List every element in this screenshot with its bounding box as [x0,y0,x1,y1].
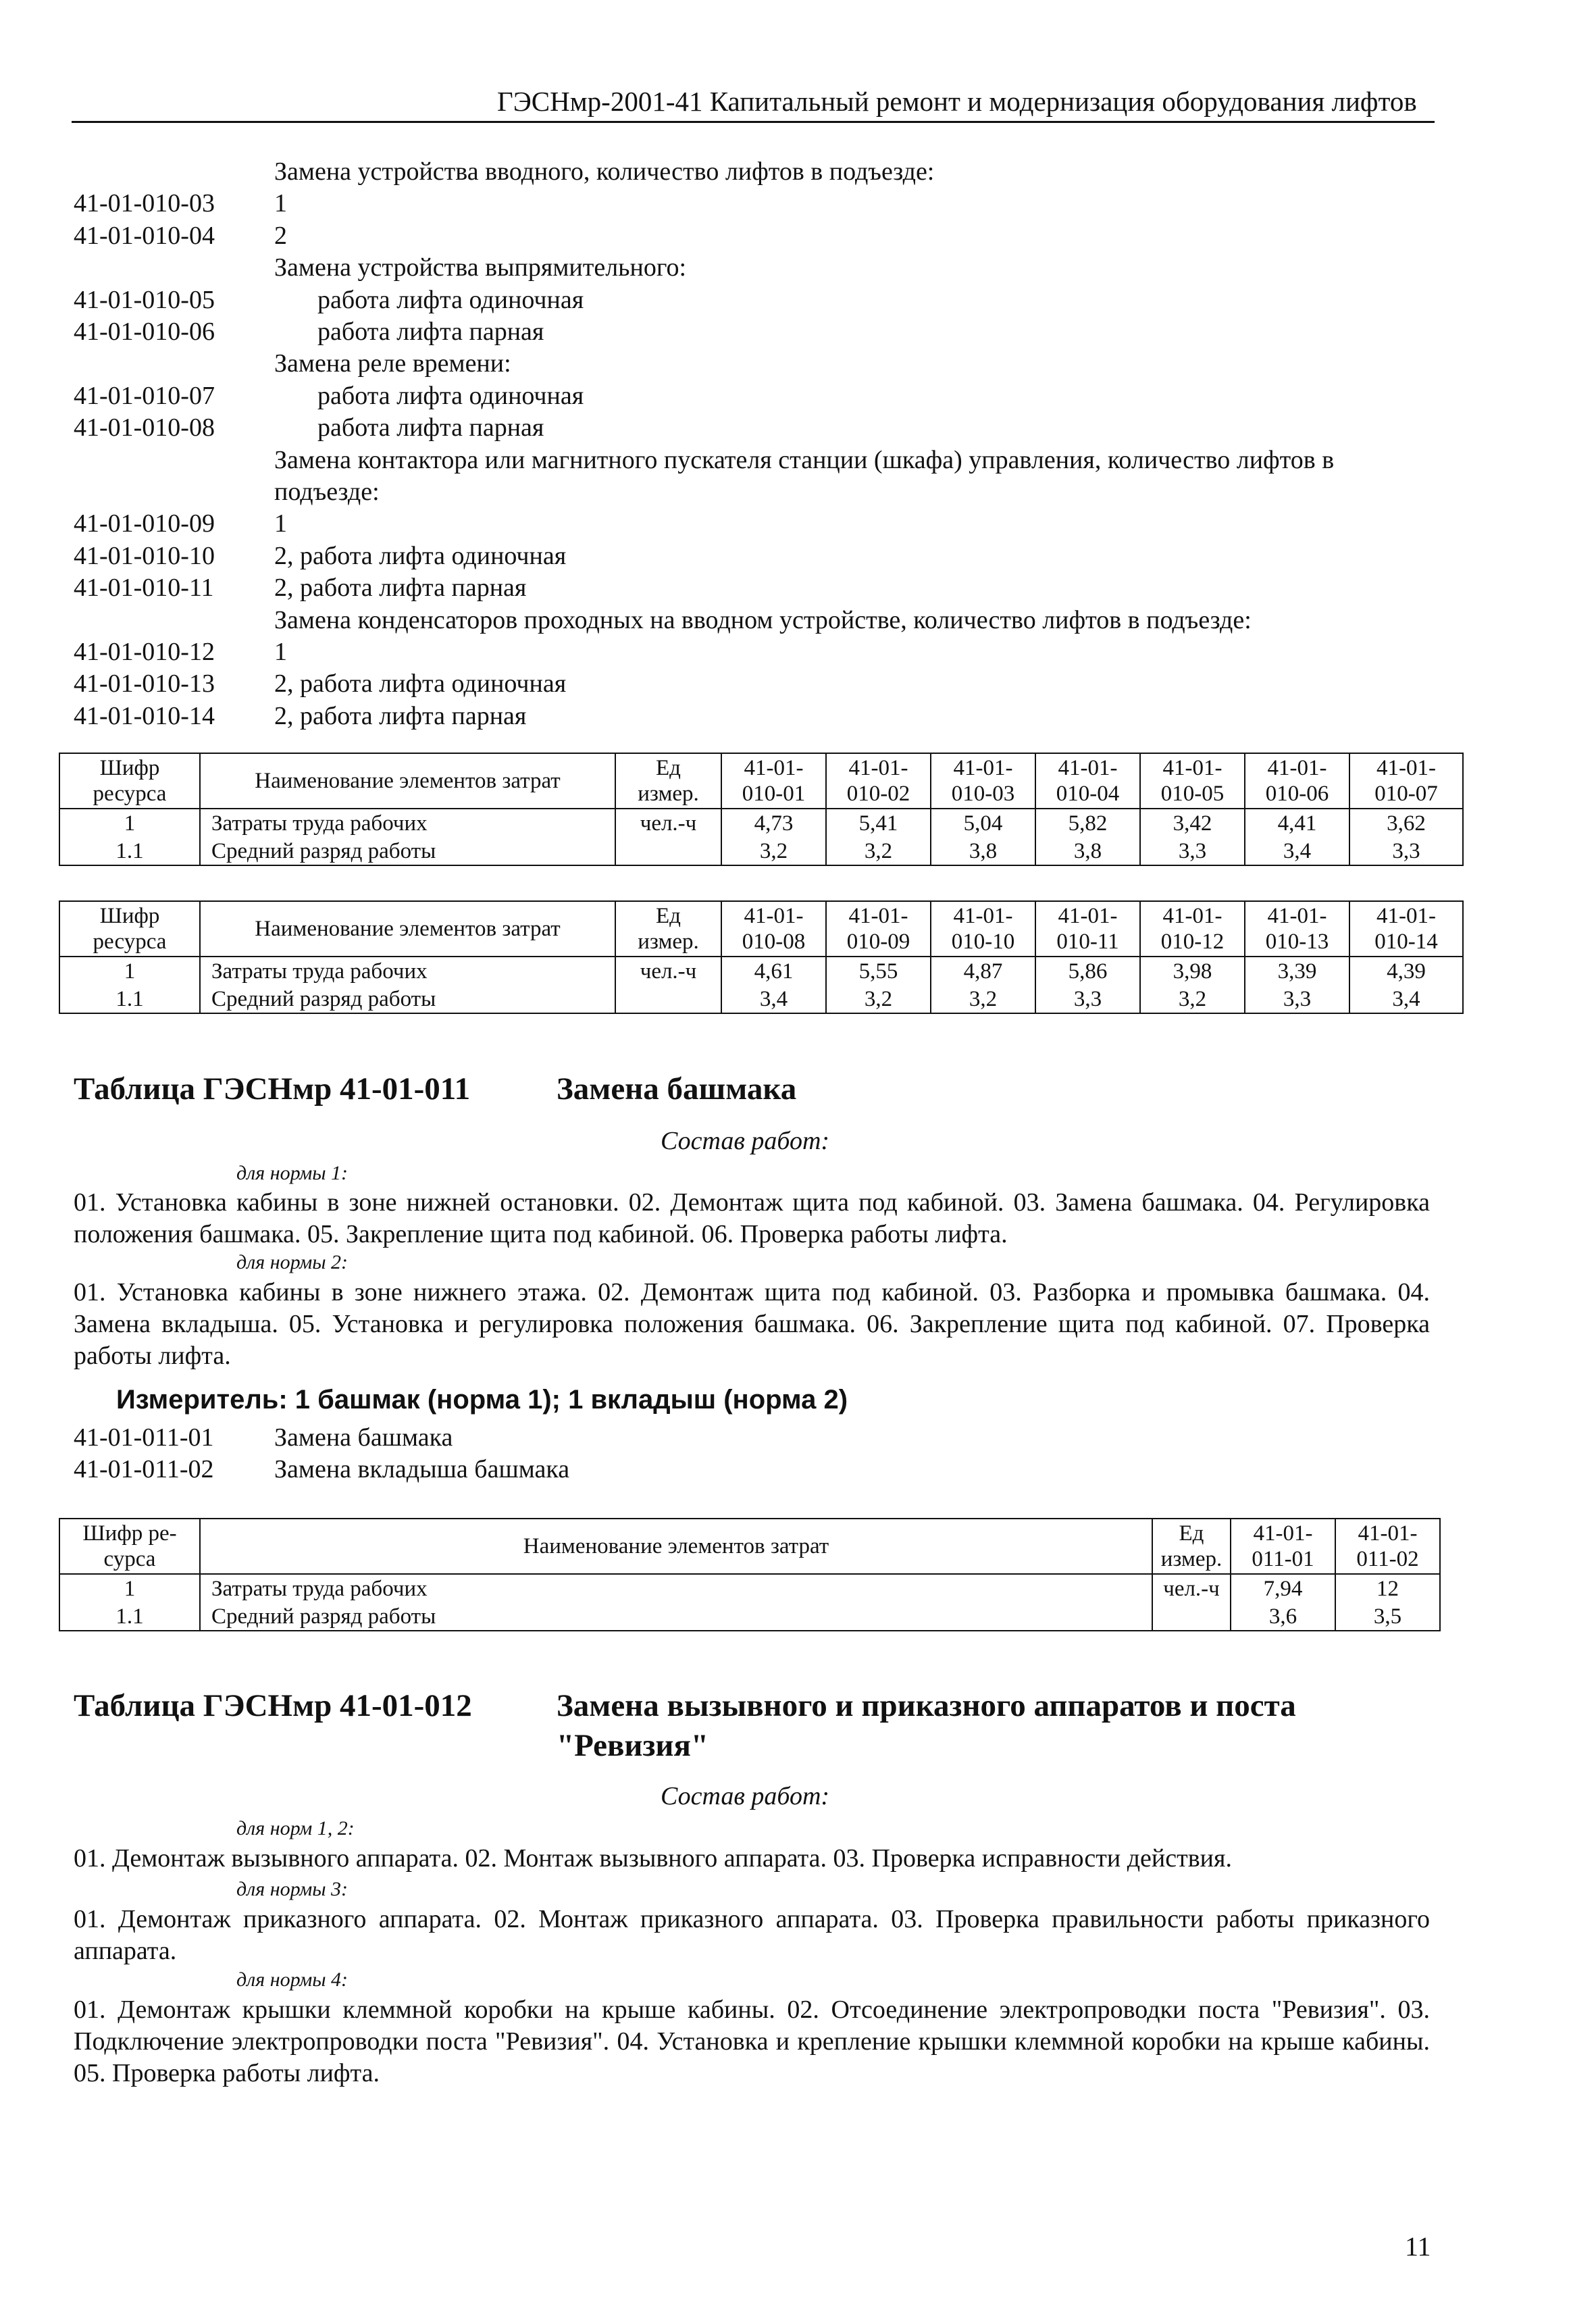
head-norm-cell: 41-01- 010-06 [1245,753,1349,809]
head-name-cell: Наименование элементов затрат [200,753,615,809]
head-code-cell: Шифр ресурса [59,753,200,809]
value-cell: 4,61 [721,957,826,985]
work-paragraph: 01. Установка кабины в зоне нижней остановки. 02. Демонтаж щита под кабиной. 03. Замена башмака. 04. Регулировка положения башмака. 05. Закрепление щита под кабиной. 06. Проверка работы лифта. [74,1188,1430,1248]
value-cell: 7,94 [1231,1574,1335,1602]
row-unit: чел.-ч [1152,1574,1231,1602]
norm-code: 41-01-010-06 [74,317,215,346]
value-cell: 12 [1335,1574,1440,1602]
norm-note: для нормы 3: [236,1878,349,1900]
norm-text: Замена вкладыша башмака [274,1455,570,1483]
head-name-cell: Наименование элементов затрат [200,1519,1152,1574]
work-paragraph: 01. Демонтаж крышки клеммной коробки на крыше кабины. 02. Отсоединение электропроводки поста "Ревизия". 03. Подключение электропроводки поста "Ревизия". 04. Установка и крепление крышки клеммной коробки на крыше кабины. 05. Проверка работы лифта. [74,1996,1430,2087]
head-norm-cell: 41-01- 010-01 [721,753,826,809]
row-unit [1152,1602,1231,1631]
head-name-cell: Наименование элементов затрат [200,901,615,957]
head-unit-cell: Ед измер. [615,753,721,809]
work-paragraph: 01. Демонтаж приказного аппарата. 02. Монтаж приказного аппарата. 03. Проверка правильности работы приказного аппарата. [74,1905,1430,1965]
head-unit-cell: Ед измер. [615,901,721,957]
work-paragraph: 01. Демонтаж вызывного аппарата. 02. Монтаж вызывного аппарата. 03. Проверка исправности действия. [74,1844,1232,1873]
row-unit [615,837,721,865]
norm-code: 41-01-010-05 [74,286,215,314]
norm-text: Замена башмака [274,1423,453,1452]
norm-group-heading: Замена конденсаторов проходных на вводном устройстве, количество лифтов в подъезде: [274,606,1252,634]
value-cell: 3,6 [1231,1602,1335,1631]
row-code: 1.1 [59,985,200,1013]
row-code: 1.1 [59,837,200,865]
value-cell: 3,2 [931,985,1035,1013]
norm-text: 1 [274,189,287,218]
value-cell: 3,42 [1140,809,1245,837]
value-cell: 3,4 [1245,837,1349,865]
norm-text: работа лифта парная [317,413,544,442]
value-cell: 4,41 [1245,809,1349,837]
row-unit: чел.-ч [615,809,721,837]
value-cell: 5,41 [826,809,931,837]
norm-code: 41-01-010-07 [74,382,215,410]
resource-table-011 [59,1518,1441,1631]
head-norm-cell: 41-01- 011-01 [1231,1519,1335,1574]
norm-group-heading: Замена устройства выпрямительного: [274,253,687,282]
row-name: Средний разряд работы [200,1602,1152,1631]
norm-code: 41-01-010-09 [74,509,215,538]
norm-code: 41-01-010-12 [74,638,215,666]
head-norm-cell: 41-01- 010-05 [1140,753,1245,809]
value-cell: 3,3 [1140,837,1245,865]
norm-text: 1 [274,509,287,538]
value-cell: 3,2 [826,837,931,865]
value-cell: 5,82 [1035,809,1140,837]
norm-group-heading: Замена контактора или магнитного пускателя станции (шкафа) управления, количество лифтов в [274,446,1335,474]
section-title-012-line2: "Ревизия" [557,1728,709,1763]
resource-table-010-b [59,900,1464,1014]
section-title-011: Замена башмака [557,1071,797,1107]
value-cell: 3,4 [1349,985,1463,1013]
norm-code: 41-01-011-01 [74,1423,214,1452]
composition-heading-011: Состав работ: [661,1127,830,1155]
head-norm-cell: 41-01- 010-14 [1349,901,1463,957]
norm-note: для норм 1, 2: [236,1817,355,1839]
resource-table-010-a [59,753,1464,866]
value-cell: 3,39 [1245,957,1349,985]
value-cell: 3,4 [721,985,826,1013]
row-unit [615,985,721,1013]
head-code-cell: Шифр ре- сурса [59,1519,200,1574]
row-code: 1.1 [59,1602,200,1631]
work-paragraph: 01. Установка кабины в зоне нижнего этажа. 02. Демонтаж щита под кабиной. 03. Разборка и промывка башмака. 04. Замена вкладыша. 05. Установка и регулировка положения башмака. 06. Закрепление щита под кабиной. 07. Проверка работы лифта. [74,1278,1430,1370]
head-norm-cell: 41-01- 010-13 [1245,901,1349,957]
norm-text: 2, работа лифта одиночная [274,669,567,698]
value-cell: 4,73 [721,809,826,837]
head-norm-cell: 41-01- 010-07 [1349,753,1463,809]
section-label-012: Таблица ГЭСНмр 41-01-012 [74,1688,472,1723]
head-norm-cell: 41-01- 010-04 [1035,753,1140,809]
head-norm-cell: 41-01- 010-11 [1035,901,1140,957]
row-name: Затраты труда рабочих [200,1574,1152,1602]
value-cell: 3,98 [1140,957,1245,985]
norm-group-heading: Замена реле времени: [274,349,511,378]
norm-code: 41-01-010-13 [74,669,215,698]
head-unit-cell: Ед измер. [1152,1519,1231,1574]
norm-code: 41-01-010-10 [74,542,215,570]
head-norm-cell: 41-01- 010-09 [826,901,931,957]
measure-line: Измеритель: 1 башмак (норма 1); 1 вкладыш (норма 2) [116,1385,848,1415]
norm-code: 41-01-010-04 [74,222,215,250]
norm-code: 41-01-010-03 [74,189,215,218]
header-rule [72,121,1435,123]
head-norm-cell: 41-01- 010-03 [931,753,1035,809]
value-cell: 3,5 [1335,1602,1440,1631]
row-name: Затраты труда рабочих [200,809,615,837]
norm-group-heading: Замена устройства вводного, количество лифтов в подъезде: [274,157,935,186]
value-cell: 3,2 [826,985,931,1013]
norm-text: 2, работа лифта парная [274,702,527,730]
running-header: ГЭСНмр-2001-41 Капитальный ремонт и модернизация оборудования лифтов [497,86,1417,117]
value-cell: 3,8 [931,837,1035,865]
value-cell: 3,3 [1349,837,1463,865]
norm-code: 41-01-010-11 [74,574,214,602]
page-number: 11 [1405,2231,1431,2262]
row-code: 1 [59,957,200,985]
norm-text: 2 [274,222,287,250]
value-cell: 4,87 [931,957,1035,985]
value-cell: 3,3 [1245,985,1349,1013]
norm-text: работа лифта одиночная [317,382,584,410]
value-cell: 3,62 [1349,809,1463,837]
head-norm-cell: 41-01- 010-02 [826,753,931,809]
head-norm-cell: 41-01- 010-08 [721,901,826,957]
head-norm-cell: 41-01- 011-02 [1335,1519,1440,1574]
value-cell: 5,04 [931,809,1035,837]
norm-text: 2, работа лифта одиночная [274,542,567,570]
norm-code: 41-01-010-14 [74,702,215,730]
value-cell: 4,39 [1349,957,1463,985]
row-name: Средний разряд работы [200,985,615,1013]
row-code: 1 [59,1574,200,1602]
norm-note: для нормы 4: [236,1968,349,1991]
section-title-012-line1: Замена вызывного и приказного аппаратов и поста [557,1688,1296,1723]
value-cell: 3,2 [1140,985,1245,1013]
value-cell: 3,3 [1035,985,1140,1013]
value-cell: 5,86 [1035,957,1140,985]
head-norm-cell: 41-01- 010-10 [931,901,1035,957]
norm-code: 41-01-011-02 [74,1455,214,1483]
norm-note: для нормы 1: [236,1162,349,1184]
norm-group-heading: подъезде: [274,478,380,506]
norm-text: 1 [274,638,287,666]
norm-text: 2, работа лифта парная [274,574,527,602]
row-code: 1 [59,809,200,837]
value-cell: 3,2 [721,837,826,865]
row-unit: чел.-ч [615,957,721,985]
head-norm-cell: 41-01- 010-12 [1140,901,1245,957]
row-name: Средний разряд работы [200,837,615,865]
head-code-cell: Шифр ресурса [59,901,200,957]
norm-note: для нормы 2: [236,1251,349,1273]
row-name: Затраты труда рабочих [200,957,615,985]
norm-text: работа лифта одиночная [317,286,584,314]
section-label-011: Таблица ГЭСНмр 41-01-011 [74,1071,471,1107]
value-cell: 5,55 [826,957,931,985]
norm-text: работа лифта парная [317,317,544,346]
value-cell: 3,8 [1035,837,1140,865]
composition-heading-012: Состав работ: [661,1782,830,1810]
norm-code: 41-01-010-08 [74,413,215,442]
